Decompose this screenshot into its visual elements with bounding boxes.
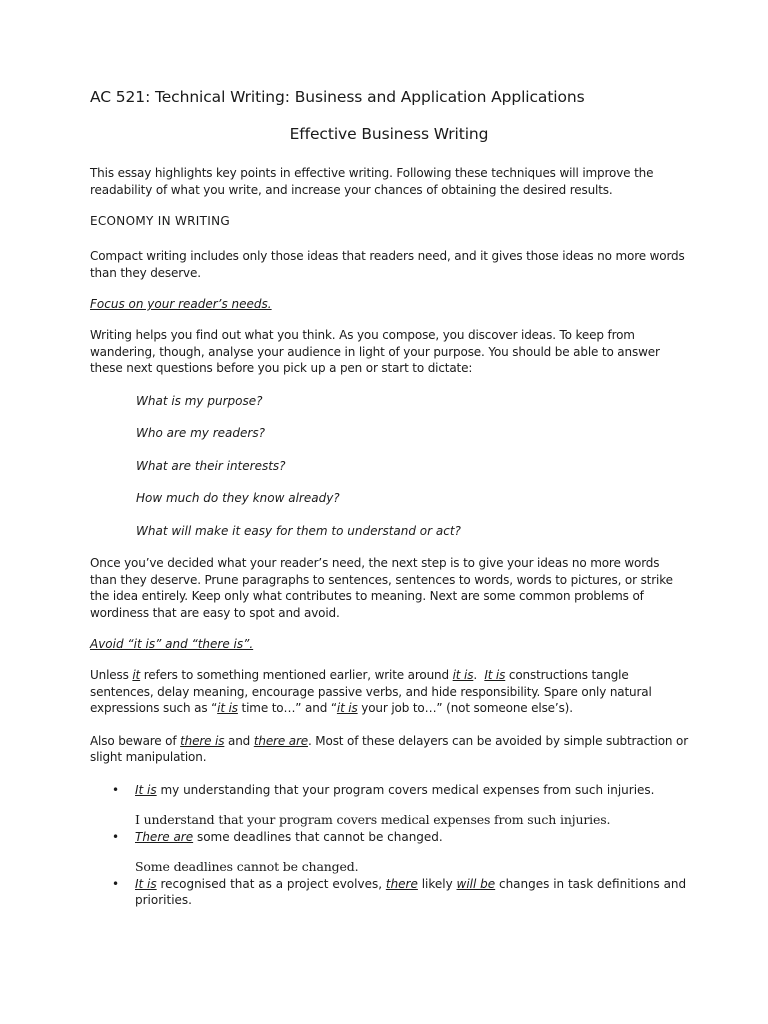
- bullet-icon: •: [112, 829, 120, 844]
- text-run: some deadlines that cannot be changed.: [193, 829, 443, 844]
- question-item: What will make it easy for them to understand or act?: [136, 523, 461, 538]
- focus-heading: Focus on your reader’s needs.: [90, 297, 272, 311]
- emphasis-it-is: It is: [135, 876, 157, 891]
- example-item: [90, 782, 688, 799]
- emphasis-there-is: there is: [180, 733, 225, 748]
- emphasis-there-are: there are: [253, 733, 308, 748]
- emphasis-there: there: [385, 876, 418, 891]
- example-rewrite: Some deadlines cannot be changed.: [135, 859, 359, 874]
- intro-paragraph: This essay highlights key points in effective writing. Following these techniques will improve the readability of what you write, and increase your chances of obtaining the desired results.: [90, 166, 654, 197]
- text-run: your job to…” (not someone else’s).: [357, 701, 573, 715]
- question-item: Who are my readers?: [136, 426, 265, 440]
- bullet-icon: •: [112, 782, 120, 797]
- avoid-heading: Avoid “it is” and “there is”.: [90, 637, 254, 651]
- emphasis-there-are: There are: [135, 829, 194, 844]
- emphasis-it-is: it is: [336, 701, 358, 715]
- text-run: .: [473, 668, 485, 682]
- section-heading-economy: ECONOMY IN WRITING: [90, 214, 230, 228]
- examples-list: [90, 782, 688, 909]
- example-item: [90, 876, 688, 909]
- text-run: . Most of these delayers can be avoided by simple subtraction or slight manipulation.: [90, 733, 689, 764]
- text-run: my understanding that your program covers medical expenses from such injuries.: [156, 782, 655, 797]
- text-run: Unless: [90, 668, 133, 682]
- spacer: [90, 845, 688, 859]
- example-item: [90, 829, 688, 846]
- text-run: recognised that as a project evolves,: [156, 876, 386, 891]
- questions-list: [136, 393, 688, 540]
- text-run: changes in task definitions and priorities.: [135, 876, 687, 907]
- text-run: Also beware of: [90, 733, 181, 748]
- question-item: What are their interests?: [136, 458, 286, 473]
- emphasis-it-is: It is: [135, 782, 157, 797]
- text-run: likely: [417, 876, 457, 891]
- bullet-icon: •: [112, 876, 120, 891]
- text-run: and: [224, 733, 254, 748]
- question-item: What is my purpose?: [136, 393, 263, 408]
- spacer: [90, 798, 688, 812]
- text-run: refers to something mentioned earlier, write around: [140, 668, 453, 682]
- emphasis-will-be: will be: [456, 876, 496, 891]
- document-title: AC 521: Technical Writing: Business and Application Applications: [90, 88, 585, 106]
- example-rewrite: I understand that your program covers medical expenses from such injuries.: [135, 812, 611, 827]
- economy-paragraph: Compact writing includes only those ideas that readers need, and it gives those ideas no more words than they deserve.: [90, 249, 685, 280]
- text-run: time to…” and “: [237, 701, 337, 715]
- emphasis-it: it: [132, 668, 141, 682]
- unless-paragraph: [90, 667, 688, 717]
- emphasis-it-is: it is: [452, 668, 474, 682]
- question-item: How much do they know already?: [136, 491, 340, 505]
- emphasis-it-is: It is: [484, 668, 506, 682]
- text-run: constructions tangle sentences, delay meaning, encourage passive verbs, and hide responsibility. Spare only natural expressions such as “: [90, 668, 652, 715]
- prune-paragraph: Once you’ve decided what your reader’s need, the next step is to give your ideas no more words than they deserve. Prune paragraphs to sentences, sentences to words, words to pictures, or strike the idea entirely. Keep only what contributes to meaning. Next are some common problems of wordiness that are easy to spot and avoid.: [90, 556, 673, 620]
- document-subtitle: Effective Business Writing: [289, 125, 489, 143]
- emphasis-it-is: it is: [217, 701, 238, 715]
- beware-paragraph: [90, 733, 688, 766]
- focus-paragraph: Writing helps you find out what you think. As you compose, you discover ideas. To keep from wandering, though, analyse your audience in light of your purpose. You should be able to answer these next questions before you pick up a pen or start to dictate:: [90, 328, 660, 375]
